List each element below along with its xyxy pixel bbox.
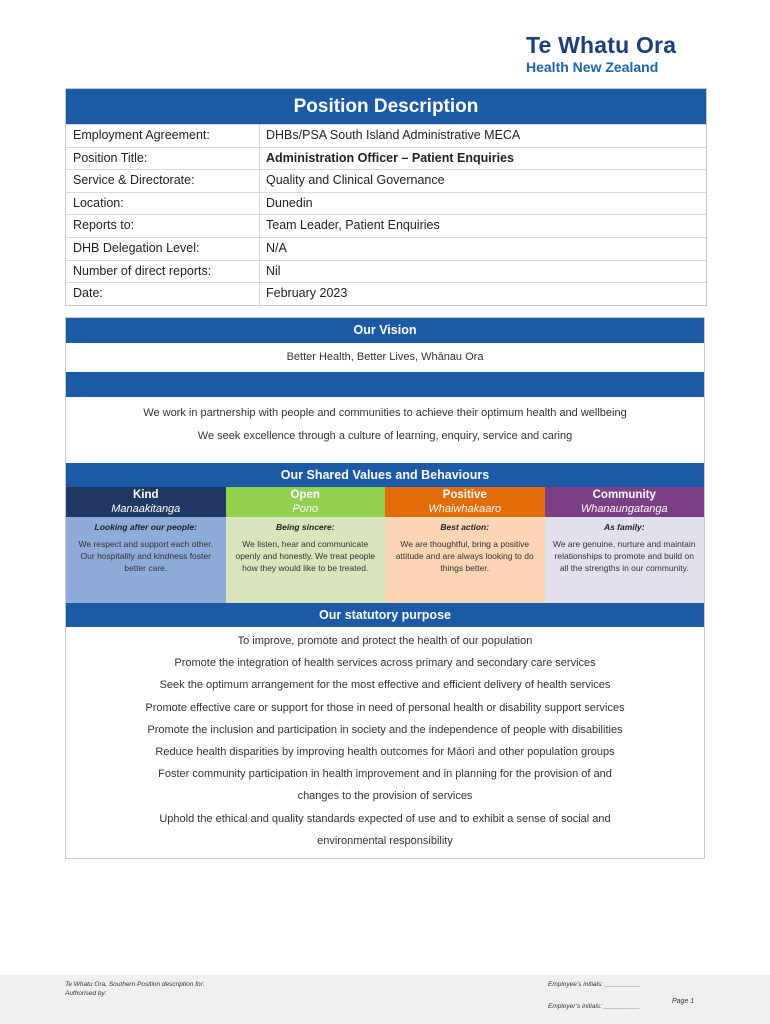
value-maori-name: Whanaungatanga <box>580 503 668 515</box>
pd-value: Administration Officer – Patient Enquiries <box>266 150 514 165</box>
purpose-line: Foster community participation in health improvement and in planning for the provision of and <box>158 768 612 781</box>
pd-row-direct-reports <box>66 260 706 283</box>
pd-value: DHBs/PSA South Island Administrative MECA <box>266 128 521 142</box>
purpose-line: Seek the optimum arrangement for the most effective and efficient delivery of health services <box>159 679 611 692</box>
pd-value: Team Leader, Patient Enquiries <box>266 218 440 233</box>
purpose-line: Promote the integration of health services across primary and secondary care services <box>174 657 596 670</box>
pd-row-reports-to <box>66 214 706 237</box>
purpose-line: environmental responsibility <box>317 834 453 847</box>
value-behaviour-title: Looking after our people: <box>94 522 197 532</box>
footer-description-for: Te Whatu Ora, Southern Position description for: <box>65 981 205 988</box>
value-name: Kind <box>132 489 159 501</box>
purpose-line: Reduce health disparities by improving health outcomes for Māori and other population groups <box>155 746 615 759</box>
value-header <box>385 487 545 517</box>
pd-value: February 2023 <box>266 286 348 301</box>
value-behaviour-title: Being sincere: <box>275 522 335 532</box>
value-name: Open <box>290 489 320 501</box>
mission-line: We work in partnership with people and communities to achieve their optimum health and wellbeing <box>143 407 627 419</box>
value-maori-name: Pono <box>292 503 319 515</box>
value-behaviour-desc: We respect and support each other. Our hospitality and kindness foster better care. <box>78 539 213 573</box>
mission-statement <box>66 397 704 463</box>
page-footer <box>0 975 770 1024</box>
pd-row-employment-agreement <box>66 124 706 147</box>
value-name: Community <box>592 489 656 501</box>
purpose-line: Uphold the ethical and quality standards expected of use and to exhibit a sense of social and <box>159 812 611 825</box>
pd-label: DHB Delegation Level: <box>66 238 260 260</box>
value-body <box>226 517 386 603</box>
value-body <box>385 517 545 603</box>
value-header <box>66 487 226 517</box>
purpose-line: changes to the provision of services <box>297 790 473 803</box>
value-name: Positive <box>442 489 487 501</box>
pd-row-date <box>66 282 706 305</box>
purpose-line: To improve, promote and protect the health of our population <box>237 635 533 647</box>
pd-label: Position Title: <box>66 148 260 170</box>
value-kind <box>66 487 226 603</box>
value-header <box>226 487 386 517</box>
mission-line: We seek excellence through a culture of learning, enquiry, service and caring <box>197 430 573 442</box>
footer-left <box>65 980 205 998</box>
value-behaviour-desc: We are thoughtful, bring a positive attitude and are always looking to do things better. <box>395 539 534 573</box>
mission-band <box>66 372 704 397</box>
pd-label: Date: <box>66 283 260 305</box>
logo-title: Te Whatu Ora <box>526 32 677 58</box>
pd-row-location <box>66 192 706 215</box>
pd-row-service-directorate <box>66 169 706 192</box>
pd-label: Employment Agreement: <box>66 125 260 147</box>
pd-label: Number of direct reports: <box>66 261 260 283</box>
pd-value: Quality and Clinical Governance <box>266 173 445 188</box>
employee-initials-field: Employee’s initials: __________ <box>548 981 642 988</box>
values-grid <box>66 487 704 603</box>
value-maori-name: Manaakitanga <box>111 503 181 515</box>
pd-row-position-title <box>66 147 706 170</box>
purpose-line: Promote the inclusion and participation in society and the independence of people with disabilities <box>147 723 623 736</box>
values-heading: Our Shared Values and Behaviours <box>66 463 704 487</box>
value-community <box>545 487 705 603</box>
logo-subtitle: Health New Zealand <box>526 59 659 75</box>
pd-label: Reports to: <box>66 215 260 237</box>
vision-text: Better Health, Better Lives, Whānau Ora <box>286 351 484 363</box>
value-body <box>545 517 705 603</box>
purpose-line: Promote effective care or support for those in need of personal health or disability support services <box>145 701 625 714</box>
te-whatu-ora-logo <box>526 32 706 75</box>
value-behaviour-title: As family: <box>603 522 645 532</box>
value-behaviour-title: Best action: <box>440 522 490 532</box>
vision-heading: Our Vision <box>66 318 704 343</box>
pd-label: Service & Directorate: <box>66 170 260 192</box>
pd-value: N/A <box>266 240 287 255</box>
pd-row-delegation-level <box>66 237 706 260</box>
statutory-purpose-list <box>66 627 704 858</box>
value-positive <box>385 487 545 603</box>
position-description-title: Position Description <box>66 89 706 124</box>
purpose-heading: Our statutory purpose <box>66 603 704 627</box>
pd-value: Dunedin <box>266 195 313 210</box>
value-behaviour-desc: We are genuine, nurture and maintain relationships to promote and build on all the strengths in our community. <box>552 539 696 573</box>
footer-authorised-by: Authorised by: <box>65 990 107 997</box>
value-maori-name: Whaiwhakaaro <box>428 503 502 515</box>
pd-label: Location: <box>66 193 260 215</box>
position-description-table <box>65 88 707 306</box>
value-body <box>66 517 226 603</box>
employer-initials-field: Employer’s initials: __________ <box>548 1003 640 1010</box>
value-behaviour-desc: We listen, hear and communicate openly and honestly. We treat people how they would like to be treated. <box>235 539 376 573</box>
organisation-overview <box>65 317 705 859</box>
value-open <box>226 487 386 603</box>
value-header <box>545 487 705 517</box>
page-number: Page 1 <box>672 998 695 1005</box>
pd-value: Nil <box>266 263 281 278</box>
footer-initials <box>548 980 641 1011</box>
